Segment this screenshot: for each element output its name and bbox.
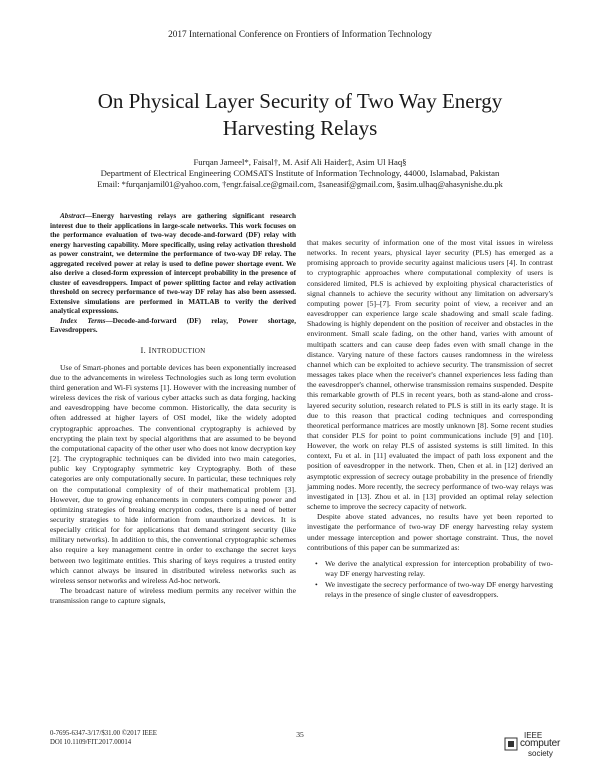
section-initial: I [148, 344, 152, 355]
list-item [315, 558, 553, 579]
contribution-text: We investigate the secrecy performance of two-way DF energy harvesting relays in the presence of single cluster of eavesdroppers. [325, 580, 553, 600]
index-terms-text: —Decode-and-forward (DF) relay, Power shortage, Eavesdroppers. [50, 316, 296, 334]
logo-text-computer: computer [520, 738, 561, 749]
copyright-line: 0-7695-6347-3/17/$31.00 ©2017 IEEE [50, 730, 157, 737]
bullet-icon: • [315, 580, 318, 590]
contributions-list [307, 559, 553, 601]
paragraph-intro-2: The broadcast nature of wireless medium permits any receiver within the transmission range to capture signals, [50, 586, 296, 606]
contribution-text: We derive the analytical expression for interception probability of two-way DF energy harvesting relay. [325, 558, 553, 578]
author-emails: Email: *furqanjamil01@yahoo.com, †engr.faisal.ce@gmail.com, ‡saneasif@gmail.com, §asim.ulhaq@ahasynishe.du.pk [97, 180, 503, 189]
bullet-icon: • [315, 558, 318, 568]
abstract-text: —Energy harvesting relays are gathering significant research interest due to their applications in large-scale networks. This work focuses on the performance evaluation of two-way decode-and-forward (DF) relay with energy harvesting capability. More specifically, using relay activation threshold as power constraint, we determine the performance of two-way DF relay. The aggregated received power at relay is used to define power shortage event. We also derive a closed-form expression of intercept probability in the presence of cluster of eavesdroppers. Impact of power splitting factor and relay activation threshold on secrecy performance of two-way DF relay has also been assessed. Extensive simulations are performed in MATLAB to verify the derived analytical expressions. [50, 212, 296, 315]
author-list: Furqan Jameel*, Faisal†, M. Asif Ali Haider‡, Asim Ul Haq§ [193, 157, 407, 167]
left-column [50, 212, 296, 606]
paragraph-intro-4: Despite above stated advances, no results have yet been reported to investigate the performance of two-way DF energy harvesting relay system under message interception and power shortage constraint. Thus, the novel contributions of this paper can be summarized as: [307, 512, 553, 552]
abstract-label: Abstract [60, 212, 85, 220]
doi-line: DOI 10.1109/FIT.2017.00014 [50, 738, 132, 746]
conference-header: 2017 International Conference on Frontiers of Information Technology [168, 30, 432, 40]
abstract [50, 212, 296, 317]
title-line-2: Harvesting Relays [222, 116, 378, 140]
copyright-footer [50, 730, 157, 747]
index-terms [50, 317, 296, 336]
page-number: 35 [296, 730, 304, 739]
computer-society-logo-icon [504, 737, 518, 751]
logo-text-ieee: IEEE [524, 731, 543, 740]
logo-text-society: society [528, 749, 553, 758]
ieee-computer-society-logo [504, 731, 564, 761]
title-line-1: On Physical Layer Security of Two Way Energy [97, 89, 503, 113]
section-title-rest: NTRODUCTION [151, 346, 206, 355]
paragraph-intro-3: that makes security of information one of the most vital issues in wireless networks. In recent years, physical layer security (PLS) has emerged as a promising approach to provide security against malicious users [4]. In contrast to cryptographic approaches where computational complexity of users is considered limited, PLS is achieved by exploiting physical characteristics of signal channels to achieve the security without any limitation on adversary's computing power [5]–[7]. From security point of view, a receiver and an eavesdropper can experience large scale shadowing and small scale fading. Shadowing is highly dependent on the position of receiver and obstacles in the environment. Small scale fading, on the other hand, varies with amount of multipath scatters and can cause deep fades even with small change in the distance. Varying nature of these factors causes randomness in the wireless channel which can be exploited to achieve security. The transmission of secret messages takes place when the receiver's channel experiences less fading than the eavesdropper's channel, otherwise transmission remains suspended. Despite this remarkable growth of PLS in recent years, both as stand-alone and cross-layered security solution, research related to PLS is still in its early stage. It is due to this reason that practical coding techniques and corresponding theoretical performance matrices are mostly unknown [8]. Some recent studies that consider PLS for point to point communications include [9] and [10]. However, the work on relay PLS of assisted systems is still limited. In this context, Fu et al. in [11] evaluated the impact of path loss exponent and the position of eavesdropper in the network. Then, Chen et al. in [12] derived an asymptotic expression of secrecy outage probability in the presence of friendly jamming nodes. More recently, the secrecy performance of two-way relays was investigated in [13]. Zhou et al. in [13] provided an optimal relay selection scheme to improve the secrecy capacity of network. [307, 238, 553, 512]
section-heading-introduction [50, 345, 296, 356]
section-numeral: I. [140, 344, 147, 355]
right-column [307, 238, 553, 601]
index-terms-label: Index Terms [60, 316, 106, 325]
list-item [315, 580, 553, 600]
affiliation: Department of Electrical Engineering COMSATS Institute of Information Technology, 44000, Islamabad, Pakistan [100, 168, 500, 178]
paper-title [40, 88, 560, 142]
paragraph-intro-1: Use of Smart-phones and portable devices has been exponentially increased due to the advancements in wireless Technologies such as long term evolution third generation and Wi-Fi systems [1]. However with the increasing number of wireless devices the risk of various cyber attacks such as data forging, hacking and eavesdropping have become common. Historically, the data security is often addressed at higher layers of OSI model, like the widely adopted cryptographic approaches. The conventional cryptography is achieved by encrypting the plain text by special algorithms that are assumed to be beyond the computational capacity of the other user who does not know decryption key [2]. The cryptographic techniques can be divided into two main categories, public key Cryptography symmetric key Cryptography. Both of these categories are only computationally secure. In particular, these techniques rely on the computational complexity of of their mathematical problem [3]. However, due to growing enhancements in computers computing power and optimizing strategies of breaking encryption codes, there is a need of better security strategies to hide information from unauthorized devices. It is especially critical for for applications that demand stringent security (like military networks). In addition to this, the conventional cryptographic schemes also require a key management centre in order to exchange the secret keys between two legitimate entities. This sharing of keys requires a trusted entity which cannot always be insured in distributed wireless networks such as wireless sensor networks and wireless Ad-hoc network. [50, 362, 296, 585]
